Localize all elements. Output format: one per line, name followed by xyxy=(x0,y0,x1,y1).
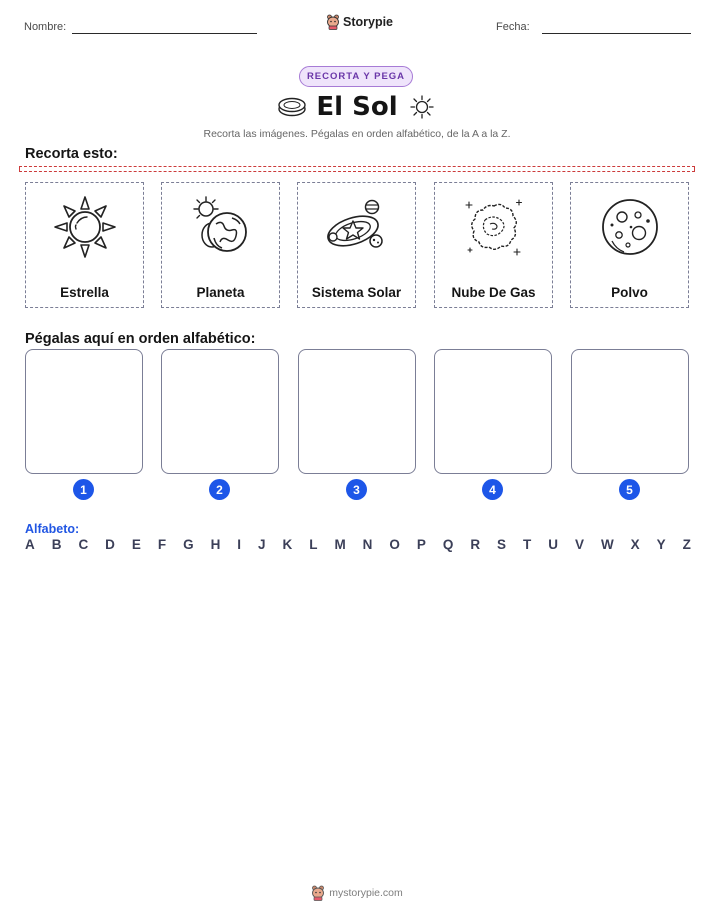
name-field[interactable] xyxy=(72,33,257,34)
alphabet-letter: D xyxy=(105,537,115,552)
cut-card-estrella[interactable] xyxy=(25,182,144,308)
card-label: Estrella xyxy=(60,285,109,300)
brand-name: Storypie xyxy=(343,15,394,29)
card-label: Nube De Gas xyxy=(451,285,536,300)
paste-box-1[interactable] xyxy=(25,349,143,474)
paste-number-2: 2 xyxy=(209,479,230,500)
paste-section-label: Pégalas aquí en orden alfabético: xyxy=(25,331,256,347)
date-field[interactable] xyxy=(542,33,691,34)
sun-icon xyxy=(409,94,435,120)
alphabet-letter: F xyxy=(157,537,167,552)
alphabet-letter: P xyxy=(416,537,426,552)
alphabet-letter: Z xyxy=(682,537,691,552)
alphabet-letter: R xyxy=(470,537,481,552)
card-label: Planeta xyxy=(196,285,245,300)
activity-badge: RECORTA Y PEGA xyxy=(299,66,413,87)
alphabet-letter: C xyxy=(78,537,89,552)
alphabet-letter: X xyxy=(630,537,640,552)
cut-card-planeta[interactable] xyxy=(161,182,280,308)
date-label: Fecha: xyxy=(496,21,530,33)
paste-number-3: 3 xyxy=(346,479,367,500)
alphabet-letter: Q xyxy=(442,537,454,552)
storypie-mascot-icon xyxy=(311,885,325,901)
footer-url[interactable]: mystorypie.com xyxy=(329,887,403,899)
alphabet-letter: K xyxy=(282,537,293,552)
instructions: Recorta las imágenes. Pégalas en orden alfabético, de la A a la Z. xyxy=(203,128,511,140)
cut-card-nube-de-gas[interactable] xyxy=(434,182,553,308)
planet-icon xyxy=(188,194,254,260)
sun-star-icon xyxy=(53,195,117,259)
alphabet-letter: L xyxy=(309,537,318,552)
alphabet-letter: O xyxy=(389,537,400,552)
card-label: Sistema Solar xyxy=(311,285,402,300)
gas-cloud-icon xyxy=(461,194,527,260)
brand-logo xyxy=(326,14,393,30)
card-label: Polvo xyxy=(611,285,648,300)
cut-card-polvo[interactable] xyxy=(570,182,689,308)
alphabet-letter: B xyxy=(51,537,62,552)
name-label: Nombre: xyxy=(24,21,67,33)
alphabet-letter: E xyxy=(131,537,141,552)
alphabet-letter: S xyxy=(497,537,507,552)
alphabet-row xyxy=(25,537,691,552)
alphabet-letter: I xyxy=(237,537,242,552)
paste-box-3[interactable] xyxy=(298,349,416,474)
cut-line xyxy=(19,166,695,172)
alphabet-letter: T xyxy=(523,537,532,552)
storypie-mascot-icon xyxy=(326,14,340,30)
cut-card-sistema-solar[interactable] xyxy=(297,182,416,308)
alphabet-letter: H xyxy=(210,537,221,552)
solar-system-icon xyxy=(323,195,391,259)
paste-box-5[interactable] xyxy=(571,349,689,474)
paste-box-4[interactable] xyxy=(434,349,552,474)
paste-number-4: 4 xyxy=(482,479,503,500)
paste-box-2[interactable] xyxy=(161,349,279,474)
alphabet-letter: M xyxy=(334,537,346,552)
footer xyxy=(0,885,714,901)
dust-moon-icon xyxy=(598,195,662,259)
alphabet-letter: Y xyxy=(656,537,666,552)
alphabet-letter: A xyxy=(25,537,35,552)
alphabet-label: Alfabeto: xyxy=(25,522,80,536)
alphabet-letter: N xyxy=(362,537,373,552)
alphabet-letter: W xyxy=(600,537,614,552)
paste-number-1: 1 xyxy=(73,479,94,500)
page-title: El Sol xyxy=(316,92,398,122)
alphabet-letter: J xyxy=(258,537,266,552)
alphabet-letter: V xyxy=(574,537,584,552)
cut-section-label: Recorta esto: xyxy=(25,146,118,162)
paste-number-5: 5 xyxy=(619,479,640,500)
alphabet-letter: U xyxy=(548,537,558,552)
alphabet-letter: G xyxy=(183,537,194,552)
